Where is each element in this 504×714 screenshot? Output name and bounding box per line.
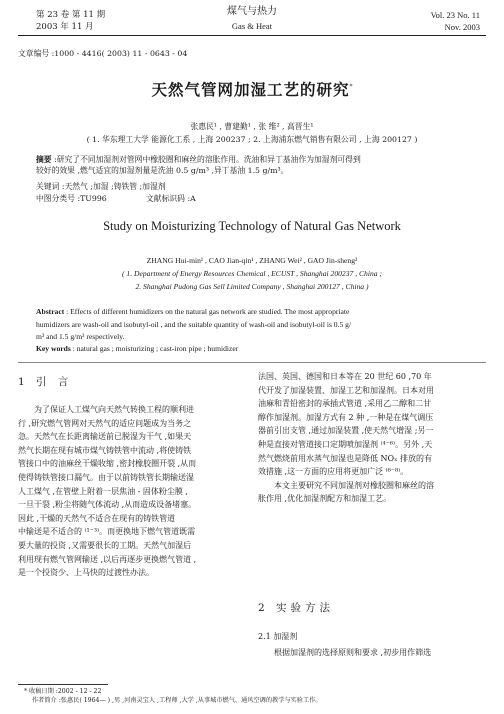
title-footnote-mark: * [349,83,353,91]
abstract-cn-label: 摘要 [36,155,52,164]
body-line: 器前引出支管 ,通过加湿装置 ,使天然气增湿 ;另一 [258,426,434,436]
body-line: 油麻和青铅密封的承插式管道 ,采用乙二醇和二甘 [258,399,432,409]
body-line: 因此 ,干燥的天然气不适合在现有的铸铁管道 [18,513,176,523]
body-line: 种是直接对管道接口定期喷加湿剂 ⁽⁴⁻⁶⁾。另外 ,天 [258,439,433,449]
body-line: 利用现有燃气管网输送 ,以后再逐步更换燃气管道 , [18,554,197,564]
header-rule [18,35,486,36]
body-line: 根据加湿剂的选择原则和要求 ,初步用作筛选 [258,648,432,657]
title-cn: 天然气管网加湿工艺的研究 [151,80,350,99]
body-line: 醇作加湿剂。加湿方式有 2 种 ,一种是在煤气调压 [258,412,434,422]
abstract-en-line1: Abstract : Effects of different humidizers on the natural gas network are studied. The most appropriate [36,307,350,316]
body-line: 效措施 ,这一方面的应用将更加广泛 ⁽⁶⁻⁸⁾。 [258,467,409,477]
body-line: 一旦干裂 ,粉尘将随气体流动 ,从而造成设备堵塞。 [18,500,197,510]
journal-date: 2003 年 11 月 [36,22,94,32]
footnote-author-bio: 作者简介 :张惠民( 1964— ) ,男 ,河南灵宝人 ,工程师 ,大学 ,从事城市燃气、通风空调的教学与实验工作。 [32,697,322,704]
body-line: 人工煤气 ,在管壁上附着一层焦油 - 固体粉尘膜 , [18,486,188,496]
journal-date-en: Nov. 2003 [444,22,480,32]
section-1-heading: 1 引 言 [18,376,73,388]
body-line: 要大量的投资 ,又需要很长的工期。天然气加湿后 [18,540,192,550]
body-line: 急。天然气在长距离输送前已脱湿为干气 ,如果天 [18,432,192,442]
body-line: 行 ,研究燃气管网对天然气的适应问题成为当务之 [18,418,192,428]
left-column-body [18,403,244,580]
document-code: 文献标识码 :A [146,194,196,203]
abstract-en-line2: humidizers are wash-oil and isobutyl-oil , and the suitable quantity of wash-oil and isobutyl-oil is 0.5 g/ [36,319,352,329]
abstract-en-line3: m³ and 1.5 g/m³ respectively. [36,332,125,341]
footnote-received-date: * 收稿日期 :2002 - 12 - 22 [24,688,102,695]
journal-volume-issue: 第 23 卷 第 11 期 [36,10,106,20]
body-line: 本文主要研究不同加湿剂对橡胶圈和麻丝的溶 [258,480,434,490]
clc-number: 中图分类号 :TU996 [36,194,107,203]
affiliation-en-2: 2. Shanghai Pudong Gas Sell Limited Company , Shanghai 200127 , China ) [135,282,369,291]
body-line: 中输送是不适合的 ⁽¹⁻³⁾。而更换地下燃气管道既需 [18,527,196,537]
affiliation-en-1: ( 1. Department of Energy Resources Chemical , ECUST , Shanghai 200237 , China ; [122,269,382,278]
footnote-rule [18,684,108,685]
body-line: 然气长期在现有城市煤气铸铁管中流动 ,将使铸铁 [18,445,192,455]
abstract-en [36,306,476,344]
keywords-en-label: Key words [36,344,71,353]
authors-en: ZHANG Hui-min¹ , CAO Jian-qin¹ , ZHANG Wei² , GAO Jin-sheng² [146,256,358,265]
right-column-body [258,370,486,506]
body-line: 为了保证人工煤气向天然气转换工程的顺利进 [18,405,194,414]
section-2-heading: 2 实验方法 [258,602,335,614]
front-matter-rule [18,362,486,363]
journal-name-cn: 煤气与热力 [227,6,277,17]
abstract-cn-line1: 摘要 :研究了不同加湿剂对管网中橡胶圈和麻丝的溶胀作用。洗油和异丁基油作为加湿剂可得到 [36,155,361,164]
body-line: 是一个投资少、上马快的过渡性办法。 [18,568,154,578]
body-line: 管接口中的油麻丝干燥收缩 ,密封橡胶圈开裂 ,从而 [18,459,197,469]
abstract-cn [36,154,476,176]
article-number: 文章编号 :1000 - 4416( 2003) 11 - 0643 - 04 [18,49,188,58]
body-line: 法国、英国、德国和日本等在 20 世纪 60 ,70 年 [258,372,432,381]
body-line: 然气燃烧前用水蒸气加湿也是降低 NOₓ 排放的有 [258,453,433,463]
journal-vol-en: Vol. 23 No. 11 [430,10,480,20]
subsection-2-1-heading: 2.1 加湿剂 [258,632,298,641]
body-line: 胀作用 ,优化加湿剂配方和加湿工艺。 [258,494,392,504]
authors-cn: 张惠民¹ , 曹建勤¹ , 张 维² , 高晋生¹ [190,122,314,131]
title-cn-block [0,78,504,100]
body-line: 代开发了加湿装置、加湿工艺和加湿剂。日本对用 [258,385,434,395]
journal-name-en: Gas & Heat [231,21,273,31]
abstract-en-label: Abstract [36,307,65,316]
affiliation-cn: ( 1. 华东理工大学 能源化工系 , 上海 200237 ; 2. 上海浦东燃气销售有限公司 , 上海 200127 ) [86,135,418,144]
abstract-cn-line2: 较好的效果 ,燃气适宜的加湿剂量是洗油 0.5 g/m³ ,异丁基油 1.5 g/m³。 [36,166,289,175]
keywords-cn: 关键词 :天然气 ;加湿 ;铸铁管 ;加湿剂 [36,182,166,191]
keywords-en: Key words : natural gas ; moisturizing ; cast-iron pipe ; humidizer [36,344,239,353]
title-en: Study on Moisturizing Technology of Natural Gas Network [103,219,401,233]
body-line: 使得铸铁管接口漏气。由于以前铸铁管长期输送湿 [18,472,194,482]
